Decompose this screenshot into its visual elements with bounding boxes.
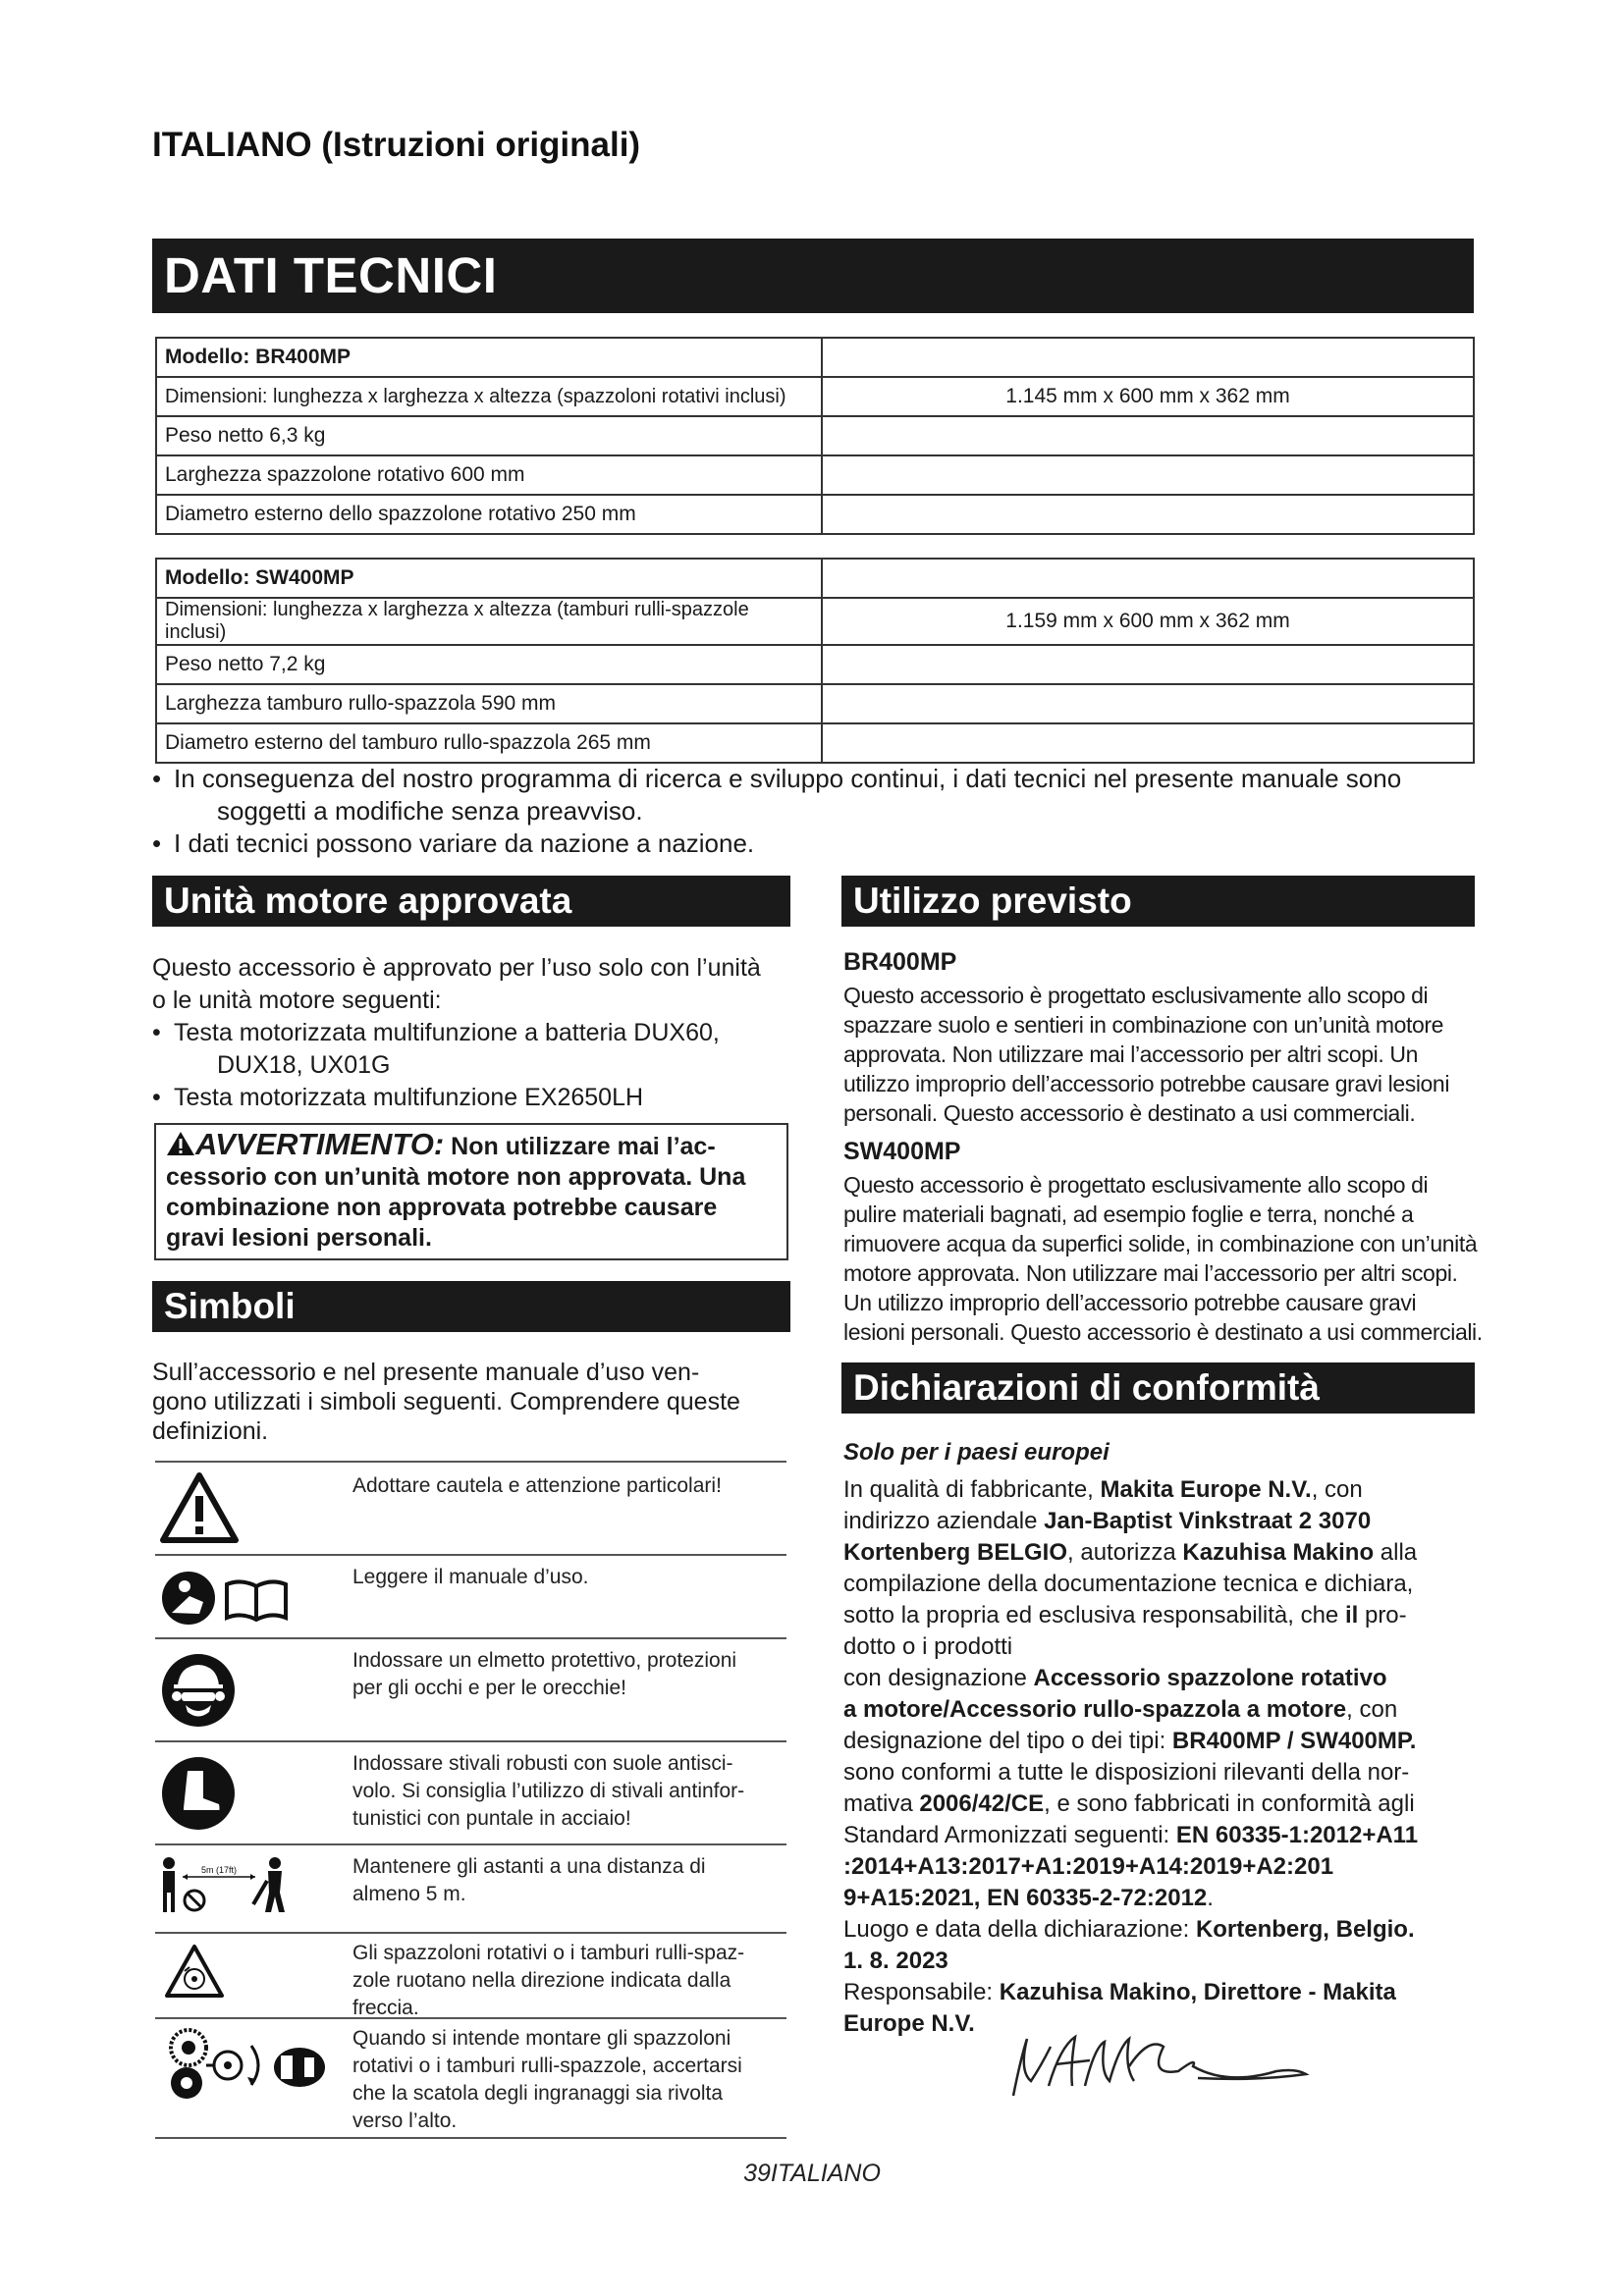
bullet: • [152, 1084, 161, 1111]
spec-value [822, 645, 1474, 684]
text: mativa [843, 1790, 920, 1817]
boots-icon [160, 1755, 237, 1837]
text: , con [1346, 1696, 1398, 1723]
spec-label: Peso netto 6,3 kg [156, 416, 822, 455]
model-label: Modello: SW400MP [156, 559, 822, 598]
spec-value: 1.159 mm x 600 mm x 362 mm [822, 598, 1474, 645]
spec-notes [152, 763, 1488, 860]
text: pro- [1358, 1602, 1407, 1629]
approved-units-text [152, 952, 800, 1114]
svg-text:5m (17ft): 5m (17ft) [200, 1865, 238, 1875]
warning-line: cessorio con un’unità motore non approvata. Una [166, 1163, 746, 1191]
distance-icon [157, 1855, 290, 1921]
intended-use-line: motore approvata. Non utilizzare mai l’accessorio per altri scopi. [843, 1260, 1458, 1286]
gear-case-orientation-icon [157, 2026, 339, 2109]
spec-value [822, 455, 1474, 495]
symbol-desc-line: Mantenere gli astanti a una distanza di [352, 1855, 706, 1878]
model-heading: BR400MP [843, 948, 957, 976]
text: . [1207, 1885, 1214, 1911]
conformity-line [843, 1537, 1491, 1569]
spec-label: Dimensioni: lunghezza x larghezza x altezza (spazzoloni rotativi inclusi) [156, 377, 822, 416]
symbol-desc-line: tunistici con puntale in acciaio! [352, 1807, 631, 1830]
text: a motore/Accessorio rullo-spazzola a motore [843, 1696, 1347, 1723]
symbol-desc-line: Leggere il manuale d’uso. [352, 1566, 589, 1588]
intended-use-content [843, 948, 1491, 1347]
conformity-banner: Dichiarazioni di conformità [841, 1362, 1475, 1414]
text: Jan-Baptist Vinkstraat 2 3070 [1044, 1508, 1372, 1534]
warning-title: AVVERTIMENTO: [195, 1127, 445, 1161]
symbol-desc-line: Gli spazzoloni rotativi o i tamburi rulli-spaz- [352, 1942, 745, 1964]
conformity-line: :2014+A13:2017+A1:2019+A14:2019+A2:201 [843, 1853, 1334, 1880]
symbol-desc [352, 1750, 775, 1833]
spec-label: Dimensioni: lunghezza x larghezza x altezza (tamburi rulli-spazzole inclusi) [156, 598, 822, 645]
read-manual-icon [160, 1569, 293, 1632]
spec-label: Diametro esterno dello spazzolone rotativo 250 mm [156, 495, 822, 534]
text: 9+A15:2021, EN 60335-2-72:2012 [843, 1885, 1208, 1911]
text: sotto la propria ed esclusiva responsabilità, che [843, 1602, 1345, 1629]
symbol-desc [352, 1647, 775, 1702]
model-label: Modello: BR400MP [156, 338, 822, 377]
divider [155, 1740, 786, 1742]
intended-use-line: pulire materiali bagnati, ad esempio foglie e terra, nonché a [843, 1201, 1414, 1227]
bullet: • [152, 764, 162, 793]
symbol-desc [352, 1940, 775, 2022]
warning-line: Non utilizzare mai l’ac- [451, 1133, 716, 1160]
spec-value [822, 495, 1474, 534]
spec-value [822, 684, 1474, 723]
intended-use-line: Questo accessorio è progettato esclusivamente allo scopo di [843, 1172, 1429, 1198]
conformity-content [843, 1437, 1491, 2040]
symbol-desc-line: per gli occhi e per le orecchie! [352, 1677, 626, 1699]
symbol-desc [352, 1564, 775, 1591]
text: il [1344, 1602, 1359, 1629]
intended-use-line: utilizzo improprio dell’accessorio potrebbe causare gravi lesioni [843, 1071, 1450, 1096]
conformity-line: Europe N.V. [843, 2010, 975, 2037]
intended-use-line: personali. Questo accessorio è destinato a usi commerciali. [843, 1100, 1416, 1126]
text: , autorizza [1067, 1539, 1183, 1566]
intended-use-line: Un utilizzo improprio dell’accessorio potrebbe causare gravi [843, 1290, 1417, 1315]
symbol-desc-line: che la scatola degli ingranaggi sia rivolta [352, 2082, 724, 2105]
text: Makita Europe N.V. [1100, 1476, 1312, 1503]
page-heading: ITALIANO (Istruzioni originali) [152, 126, 641, 164]
spec-table-br400mp [155, 337, 1475, 535]
spec-value [822, 559, 1474, 598]
conformity-line [843, 1663, 1491, 1694]
conformity-line [843, 1883, 1491, 1914]
warning-line: gravi lesioni personali. [166, 1224, 432, 1252]
divider [155, 1932, 786, 1934]
text: EN 60335-1:2012+A11 [1175, 1822, 1419, 1848]
text: , con [1311, 1476, 1363, 1503]
text: In qualità di fabbricante, [843, 1476, 1101, 1503]
divider [155, 2137, 786, 2139]
signature [1001, 2027, 1316, 2110]
divider [155, 1461, 786, 1463]
symbol-desc-line: Indossare stivali robusti con suole antisci- [352, 1752, 733, 1775]
conformity-line: dotto o i prodotti [843, 1633, 1013, 1660]
bullet: • [152, 1019, 161, 1046]
intended-use-line: rimuovere acqua da superfici solide, in combinazione con un’unità [843, 1231, 1478, 1256]
symbol-desc-line: volo. Si consiglia l’utilizzo di stivali antinfor- [352, 1780, 745, 1802]
intro-line: Questo accessorio è approvato per l’uso solo con l’unità [152, 954, 761, 982]
conformity-line: sono conformi a tutte le disposizioni rilevanti della nor- [843, 1759, 1410, 1786]
note-text: In conseguenza del nostro programma di ricerca e sviluppo continui, i dati tecnici nel presente manuale sono [174, 764, 1402, 793]
model-heading: SW400MP [843, 1138, 961, 1165]
text: 2006/42/CE [919, 1790, 1045, 1817]
divider [155, 1843, 786, 1845]
symbol-desc-line: almeno 5 m. [352, 1883, 466, 1905]
text: Standard Armonizzati seguenti: [843, 1822, 1176, 1848]
symbol-desc-line: rotativi o i tamburi rulli-spazzole, accertarsi [352, 2055, 742, 2077]
conformity-line: compilazione della documentazione tecnica e dichiara, [843, 1571, 1414, 1597]
divider [155, 1554, 786, 1556]
warning-icon [166, 1133, 195, 1160]
intended-use-line: approvata. Non utilizzare mai l’accessorio per altri scopi. Un [843, 1041, 1418, 1067]
warning-line: combinazione non approvata potrebbe causare [166, 1194, 718, 1221]
page-number: 39ITALIANO [743, 2160, 881, 2187]
text: Luogo e data della dichiarazione: [843, 1916, 1196, 1943]
divider [155, 1637, 786, 1639]
note-text: I dati tecnici possono variare da nazione a nazione. [174, 828, 755, 858]
caution-triangle-icon [160, 1472, 239, 1548]
symbol-desc-line: freccia. [352, 1997, 419, 2019]
text: Kortenberg, Belgio. [1195, 1916, 1415, 1943]
intended-use-line: lesioni personali. Questo accessorio è destinato a usi commerciali. [843, 1319, 1483, 1345]
intro-line: gono utilizzati i simboli seguenti. Comprendere queste [152, 1388, 740, 1415]
symbols-intro [152, 1358, 800, 1446]
symbols-banner: Simboli [152, 1281, 790, 1332]
note-text: soggetti a modifiche senza preavviso. [217, 796, 643, 826]
approved-units-banner: Unità motore approvata [152, 876, 790, 927]
conformity-line [843, 1977, 1491, 2008]
text: con designazione [843, 1665, 1034, 1691]
symbol-desc-line: verso l’alto. [352, 2109, 458, 2132]
approved-unit-item: Testa motorizzata multifunzione a batteria DUX60, [174, 1019, 720, 1046]
intro-line: Sull’accessorio e nel presente manuale d’uso ven- [152, 1359, 700, 1386]
symbol-desc [352, 1853, 775, 1908]
warning-box [154, 1123, 788, 1260]
text: Kazuhisa Makino [1182, 1539, 1375, 1566]
text: BR400MP / SW400MP. [1171, 1728, 1417, 1754]
spec-label: Peso netto 7,2 kg [156, 645, 822, 684]
spec-value [822, 338, 1474, 377]
text: Accessorio spazzolone rotativo [1033, 1665, 1387, 1691]
intro-line: o le unità motore seguenti: [152, 987, 442, 1014]
text: Kortenberg BELGIO [843, 1539, 1068, 1566]
text: alla [1374, 1539, 1418, 1566]
specs-banner: DATI TECNICI [152, 239, 1474, 313]
approved-unit-item: DUX18, UX01G [217, 1051, 391, 1079]
conformity-line [843, 1694, 1491, 1726]
spec-label: Diametro esterno del tamburo rullo-spazzola 265 mm [156, 723, 822, 763]
conformity-line [843, 1820, 1491, 1851]
conformity-line [843, 1506, 1491, 1537]
text: Responsabile: [843, 1979, 1000, 2005]
spec-value [822, 416, 1474, 455]
text: indirizzo aziendale [843, 1508, 1045, 1534]
spec-value [822, 723, 1474, 763]
conformity-line: 1. 8. 2023 [843, 1948, 948, 1974]
symbol-desc-line: Indossare un elmetto protettivo, protezioni [352, 1649, 737, 1672]
intended-use-line: Questo accessorio è progettato esclusivamente allo scopo di [843, 983, 1429, 1008]
text: Kazuhisa Makino, Direttore - Makita [999, 1979, 1396, 2005]
conformity-line [843, 1474, 1491, 1506]
approved-unit-item: Testa motorizzata multifunzione EX2650LH [174, 1084, 644, 1111]
conformity-line [843, 1914, 1491, 1946]
protective-gear-icon [160, 1652, 237, 1734]
intro-line: definizioni. [152, 1417, 269, 1445]
bullet: • [152, 828, 162, 858]
conformity-line [843, 1600, 1491, 1631]
intended-use-line: spazzare suolo e sentieri in combinazione con un’unità motore [843, 1012, 1444, 1038]
symbol-desc-line: Adottare cautela e attenzione particolari! [352, 1474, 722, 1497]
spec-label: Larghezza tamburo rullo-spazzola 590 mm [156, 684, 822, 723]
spec-value: 1.145 mm x 600 mm x 362 mm [822, 377, 1474, 416]
conformity-line [843, 1789, 1491, 1820]
conformity-line [843, 1726, 1491, 1757]
symbol-desc-line: Quando si intende montare gli spazzoloni [352, 2027, 731, 2050]
symbol-desc-line: zole ruotano nella direzione indicata dalla [352, 1969, 731, 1992]
spec-label: Larghezza spazzolone rotativo 600 mm [156, 455, 822, 495]
symbol-desc [352, 2025, 775, 2135]
text: , e sono fabbricati in conformità agli [1044, 1790, 1415, 1817]
intended-use-banner: Utilizzo previsto [841, 876, 1475, 927]
spec-table-sw400mp [155, 558, 1475, 764]
symbol-desc [352, 1472, 775, 1500]
rotation-direction-icon [164, 1944, 225, 2003]
text: designazione del tipo o dei tipi: [843, 1728, 1172, 1754]
conformity-subtitle: Solo per i paesi europei [843, 1439, 1110, 1466]
